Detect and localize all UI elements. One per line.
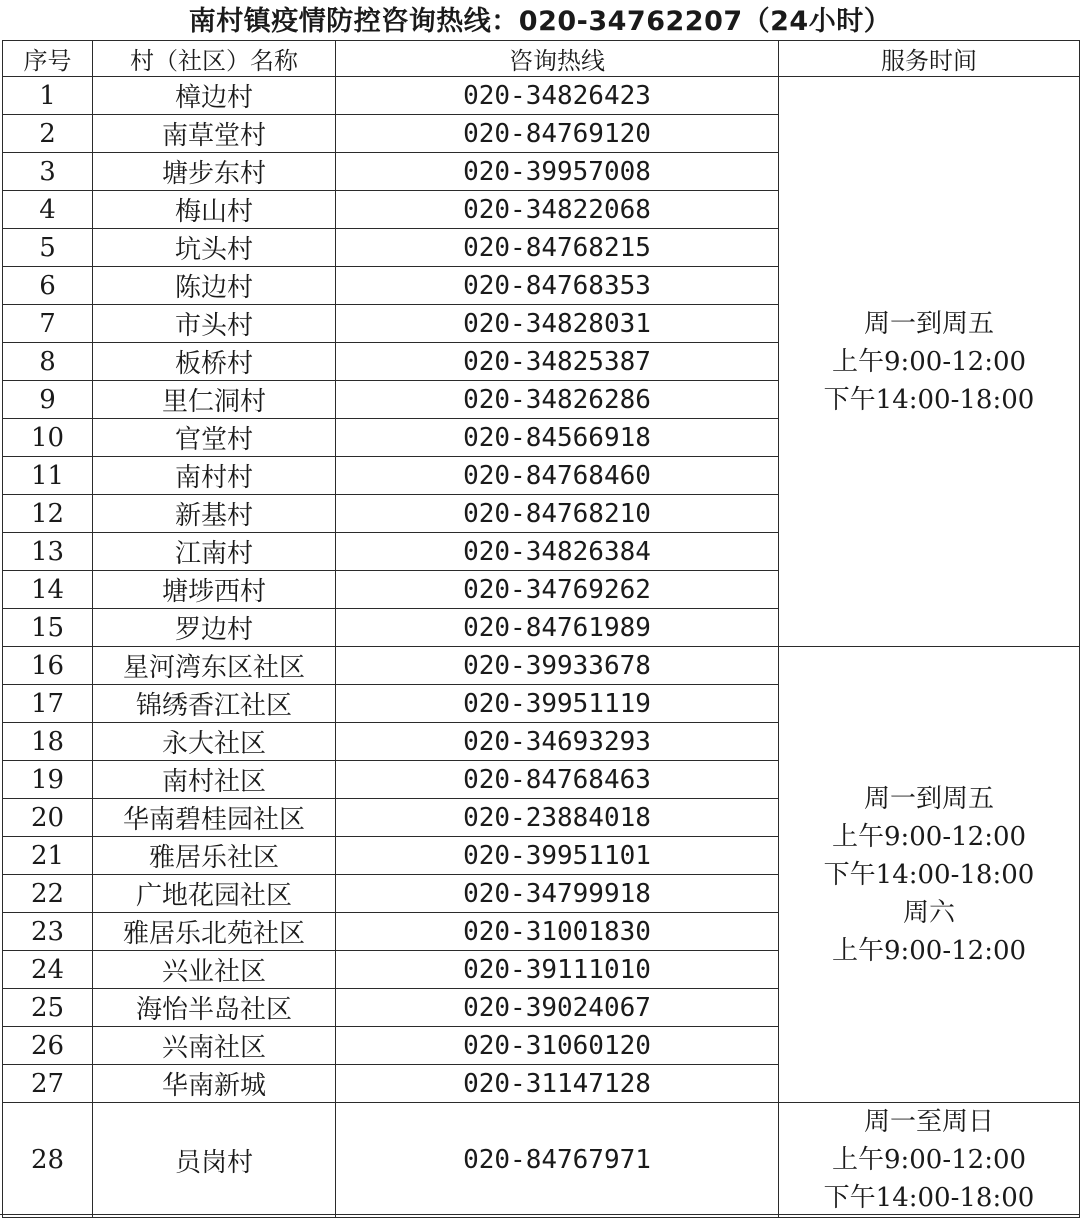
header-index: 序号 — [3, 41, 93, 77]
page-title: 南村镇疫情防控咨询热线：020-34762207（24小时） — [188, 6, 892, 37]
hotline-number: 020-34769262 — [336, 571, 779, 609]
village-name: 新基村 — [93, 495, 336, 533]
hotline-number: 020-84761989 — [336, 609, 779, 647]
row-index: 3 — [3, 153, 93, 191]
row-index: 7 — [3, 305, 93, 343]
village-name: 梅山村 — [93, 191, 336, 229]
service-hours-line: 上午9:00-12:00 — [831, 935, 1027, 966]
service-hours-line: 下午14:00-18:00 — [823, 859, 1035, 890]
village-name: 里仁洞村 — [93, 381, 336, 419]
row-index: 20 — [3, 799, 93, 837]
row-index: 19 — [3, 761, 93, 799]
row-index: 16 — [3, 647, 93, 685]
hotline-number: 020-84566918 — [336, 419, 779, 457]
table-body — [3, 77, 1080, 1218]
hotline-number: 020-39024067 — [336, 989, 779, 1027]
service-hours-line: 下午14:00-18:00 — [823, 384, 1035, 415]
row-index: 21 — [3, 837, 93, 875]
service-hours-line: 上午9:00-12:00 — [831, 346, 1027, 377]
row-index: 24 — [3, 951, 93, 989]
hotline-number: 020-34826384 — [336, 533, 779, 571]
hotline-number: 020-39111010 — [336, 951, 779, 989]
row-index: 2 — [3, 115, 93, 153]
village-name: 员岗村 — [93, 1103, 336, 1218]
row-index: 6 — [3, 267, 93, 305]
hotline-number: 020-34826423 — [336, 77, 779, 115]
hotline-number: 020-84767971 — [336, 1103, 779, 1218]
row-index: 17 — [3, 685, 93, 723]
village-name: 南草堂村 — [93, 115, 336, 153]
row-index: 15 — [3, 609, 93, 647]
row-index: 26 — [3, 1027, 93, 1065]
table-row — [3, 1103, 1080, 1218]
row-index: 27 — [3, 1065, 93, 1103]
row-index: 8 — [3, 343, 93, 381]
village-name: 塘步东村 — [93, 153, 336, 191]
service-hours-line: 周一至周日 — [863, 1107, 994, 1137]
hotline-number: 020-34828031 — [336, 305, 779, 343]
village-name: 雅居乐社区 — [93, 837, 336, 875]
row-index: 14 — [3, 571, 93, 609]
table-row — [3, 77, 1080, 115]
row-index: 9 — [3, 381, 93, 419]
hotline-number: 020-31001830 — [336, 913, 779, 951]
row-index: 1 — [3, 77, 93, 115]
village-name: 江南村 — [93, 533, 336, 571]
hotline-number: 020-31060120 — [336, 1027, 779, 1065]
hotline-number: 020-84768463 — [336, 761, 779, 799]
service-hours-line: 上午9:00-12:00 — [831, 821, 1027, 852]
service-hours-line: 下午14:00-18:00 — [823, 1183, 1035, 1213]
hotline-number: 020-31147128 — [336, 1065, 779, 1103]
header-row — [3, 41, 1080, 77]
village-name: 官堂村 — [93, 419, 336, 457]
village-name: 坑头村 — [93, 229, 336, 267]
hotline-number: 020-23884018 — [336, 799, 779, 837]
village-name: 罗边村 — [93, 609, 336, 647]
service-hours-line: 上午9:00-12:00 — [831, 1145, 1027, 1175]
village-name: 华南碧桂园社区 — [93, 799, 336, 837]
village-name: 广地花园社区 — [93, 875, 336, 913]
service-hours — [779, 1103, 1080, 1218]
village-name: 锦绣香江社区 — [93, 685, 336, 723]
village-name: 海怡半岛社区 — [93, 989, 336, 1027]
row-index: 11 — [3, 457, 93, 495]
row-index: 18 — [3, 723, 93, 761]
table-row — [3, 647, 1080, 685]
village-name: 陈边村 — [93, 267, 336, 305]
hotline-number: 020-39951101 — [336, 837, 779, 875]
header-name: 村（社区）名称 — [93, 41, 336, 77]
hotline-number: 020-84768460 — [336, 457, 779, 495]
village-name: 市头村 — [93, 305, 336, 343]
village-name: 南村社区 — [93, 761, 336, 799]
hotline-number: 020-34693293 — [336, 723, 779, 761]
service-hours — [779, 647, 1080, 1103]
village-name: 兴南社区 — [93, 1027, 336, 1065]
row-index: 28 — [3, 1103, 93, 1218]
header-phone: 咨询热线 — [336, 41, 779, 77]
row-index: 22 — [3, 875, 93, 913]
hotline-number: 020-39957008 — [336, 153, 779, 191]
village-name: 华南新城 — [93, 1065, 336, 1103]
hotline-number: 020-84768353 — [336, 267, 779, 305]
row-index: 25 — [3, 989, 93, 1027]
village-name: 星河湾东区社区 — [93, 647, 336, 685]
hotline-number: 020-34826286 — [336, 381, 779, 419]
hotline-table — [2, 40, 1080, 1218]
row-index: 10 — [3, 419, 93, 457]
hotline-number: 020-34799918 — [336, 875, 779, 913]
village-name: 塘埗西村 — [93, 571, 336, 609]
service-hours-line: 周一到周五 — [863, 308, 994, 339]
service-hours-line: 周六 — [902, 897, 955, 928]
hotline-number: 020-84768215 — [336, 229, 779, 267]
village-name: 板桥村 — [93, 343, 336, 381]
hotline-number: 020-39951119 — [336, 685, 779, 723]
service-hours — [779, 77, 1080, 647]
hotline-number: 020-39933678 — [336, 647, 779, 685]
village-name: 樟边村 — [93, 77, 336, 115]
village-name: 雅居乐北苑社区 — [93, 913, 336, 951]
village-name: 兴业社区 — [93, 951, 336, 989]
row-index: 13 — [3, 533, 93, 571]
row-index: 4 — [3, 191, 93, 229]
hotline-number: 020-34822068 — [336, 191, 779, 229]
hotline-number: 020-34825387 — [336, 343, 779, 381]
village-name: 永大社区 — [93, 723, 336, 761]
row-index: 23 — [3, 913, 93, 951]
hotline-number: 020-84768210 — [336, 495, 779, 533]
service-hours-line: 周一到周五 — [863, 783, 994, 814]
row-index: 5 — [3, 229, 93, 267]
header-hours: 服务时间 — [779, 41, 1080, 77]
row-index: 12 — [3, 495, 93, 533]
footer-divider — [0, 1214, 1080, 1225]
hotline-number: 020-84769120 — [336, 115, 779, 153]
village-name: 南村村 — [93, 457, 336, 495]
